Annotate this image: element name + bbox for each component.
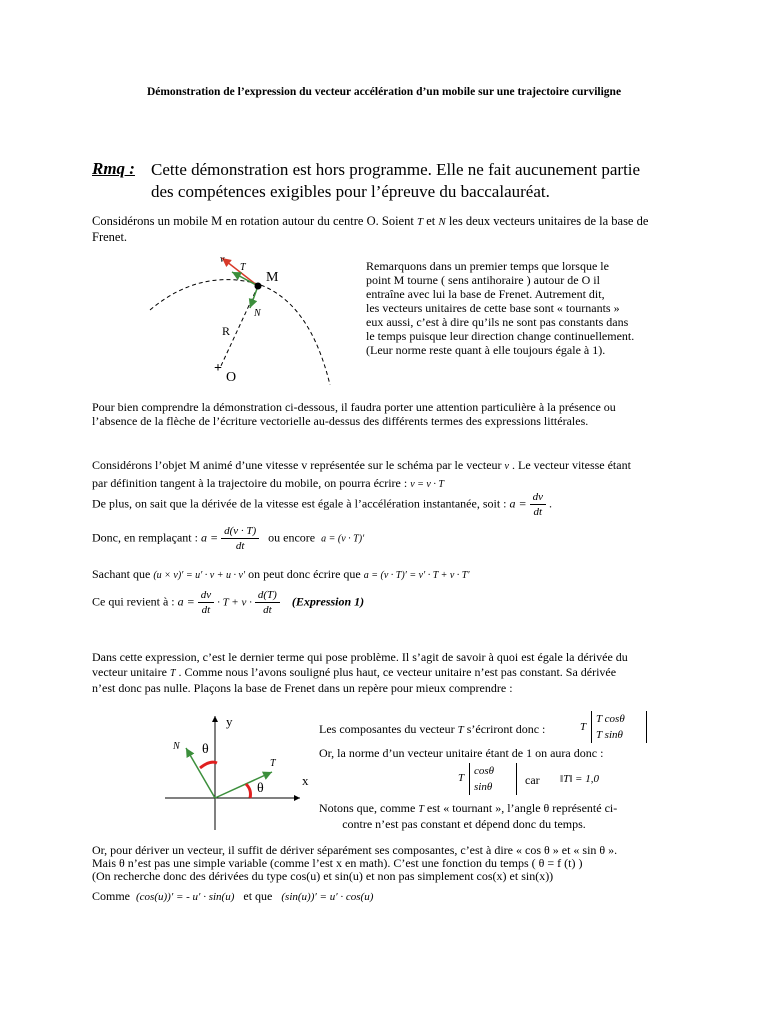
remark-line-2: des compétences exigibles pour l’épreuve du baccalauréat. xyxy=(151,182,550,201)
result-line: Ce qui revient à : a = $\frac{dv}{dt}$ · T + v · $\frac{d(T)}{dt}$ (Expression 1) xyxy=(92,589,365,616)
car-label: car xyxy=(525,773,540,787)
label-O: O xyxy=(226,370,237,385)
label-N2: N xyxy=(173,741,180,752)
center-plus-icon: + xyxy=(214,361,222,376)
axes-figure xyxy=(160,708,320,838)
velocity-paragraph: Considérons l’objet M animé d’une vitesse v représentée sur le schéma par le vecteur v . Le vecteur vitesse étant par définition tangent à la trajectoire du mobile, on pourra écrire : v = v · T xyxy=(92,458,631,490)
point-M xyxy=(255,283,262,290)
velocity-equation: v = v · T xyxy=(410,479,444,490)
expression-label: (Expression 1) xyxy=(291,594,365,609)
normal-arrow xyxy=(250,286,258,308)
derivative-line: De plus, on sait que la dérivée de la vitesse est égale à l’accélération instantanée, soit : a = $\frac{dv}{dt}$ . xyxy=(92,491,553,518)
vector-T: T xyxy=(416,216,424,228)
intro-paragraph: Considérons un mobile M en rotation autour du centre O. Soient T et N les deux vecteurs unitaires de la base de Frenet. xyxy=(92,214,649,244)
attention-paragraph: Pour bien comprendre la démonstration ci-dessous, il faudra porter une attention particulière à la présence ou l’absence de la flèche de l’écriture vectorielle au-dessus des différents termes des expressions littérales. xyxy=(92,400,616,428)
label-theta-bottom: θ xyxy=(257,781,264,796)
label-y: y xyxy=(226,714,233,729)
page-title: Démonstration de l’expression du vecteur accélération d’un mobile sur une trajectoire curviligne xyxy=(146,86,622,98)
derivative-fraction: $\frac{dv}{dt}$ xyxy=(530,490,546,519)
theta-arc-top xyxy=(200,762,217,768)
remark-paragraph: Remarquons dans un premier temps que lorsque le point M tourne ( sens antihoraire ) autour de O il entraîne avec lui la base de Frenet. Autrement dit, les vecteurs unitaires de cette base sont « tournants » eux aussi, c’est à dire qu’ils ne sont pas constants dans le temps puisque leur direction change continuellement. (Leur norme reste quant à elle toujours égale à 1). xyxy=(366,259,635,357)
components-line: Les composantes du vecteur T s’écriront donc : xyxy=(319,722,546,736)
derivative-formulas: Comme (cos(u))′ = - u′ · sin(u) et que (sin(u))′ = u′ · cos(u) xyxy=(92,889,374,903)
trajectory-arc xyxy=(150,280,330,385)
replacement-fraction: $\frac{d(v \cdot T)}{dt}$ xyxy=(221,524,259,553)
label-N: N xyxy=(254,308,261,319)
remark-line-1: Cette démonstration est hors programme. Elle ne fait aucunement partie xyxy=(151,160,641,179)
tangent-arrow xyxy=(232,272,258,286)
label-v: v xyxy=(220,254,225,265)
problem-paragraph: Dans cette expression, c’est le dernier terme qui pose problème. Il s’agit de savoir à quoi est égale la dérivée du vecteur unitaire T . Comme nous l’avons souligné plus haut, ce vecteur unitaire n’est pas constant. Sa dérivée n’est donc pas nulle. Plaçons la base de Frenet dans un repère pour mieux comprendre : xyxy=(92,650,628,695)
final-paragraph: Or, pour dériver un vecteur, il suffit de dériver séparément ses composantes, c’est à dire « cos θ » et « sin θ ». Mais θ n’est pas une simple variable (comme l’est x en math). C’est une fonction du temps ( θ = f (t) ) (On recherche donc des dérivées du type cos(u) et sin(u) et non pas simplement cos(x) et sin(x)) xyxy=(92,843,618,883)
label-T2: T xyxy=(270,758,276,769)
remark-label: Rmq : xyxy=(92,159,135,178)
product-rule-line: Sachant que (u × v)′ = u′ · v + u · v′ on peut donc écrire que a = (v · T)′ = v′ · T + v · T′ xyxy=(92,567,470,581)
theta-arc-bottom xyxy=(246,784,251,798)
vector-N: N xyxy=(438,216,446,228)
norm-equation: ‖T‖ = 1,0 xyxy=(560,773,599,785)
label-R: R xyxy=(222,324,231,338)
label-theta-top: θ xyxy=(202,742,209,757)
replacement-line: Donc, en remplaçant : a = $\frac{d(v \cdot T)}{dt}$ ou encore a = (v · T)′ xyxy=(92,525,365,552)
label-M: M xyxy=(266,270,279,285)
frenet-figure xyxy=(140,250,350,385)
label-x: x xyxy=(302,773,309,788)
remark-text xyxy=(151,159,711,203)
N-vector xyxy=(186,748,215,798)
tournant-paragraph: Notons que, comme T est « tournant », l’angle θ représenté ci- contre n’est pas constant et dépend donc du temps. xyxy=(319,801,618,831)
label-T: T xyxy=(240,262,246,273)
norm-line: Or, la norme d’un vecteur unitaire étant de 1 on aura donc : xyxy=(319,746,604,760)
